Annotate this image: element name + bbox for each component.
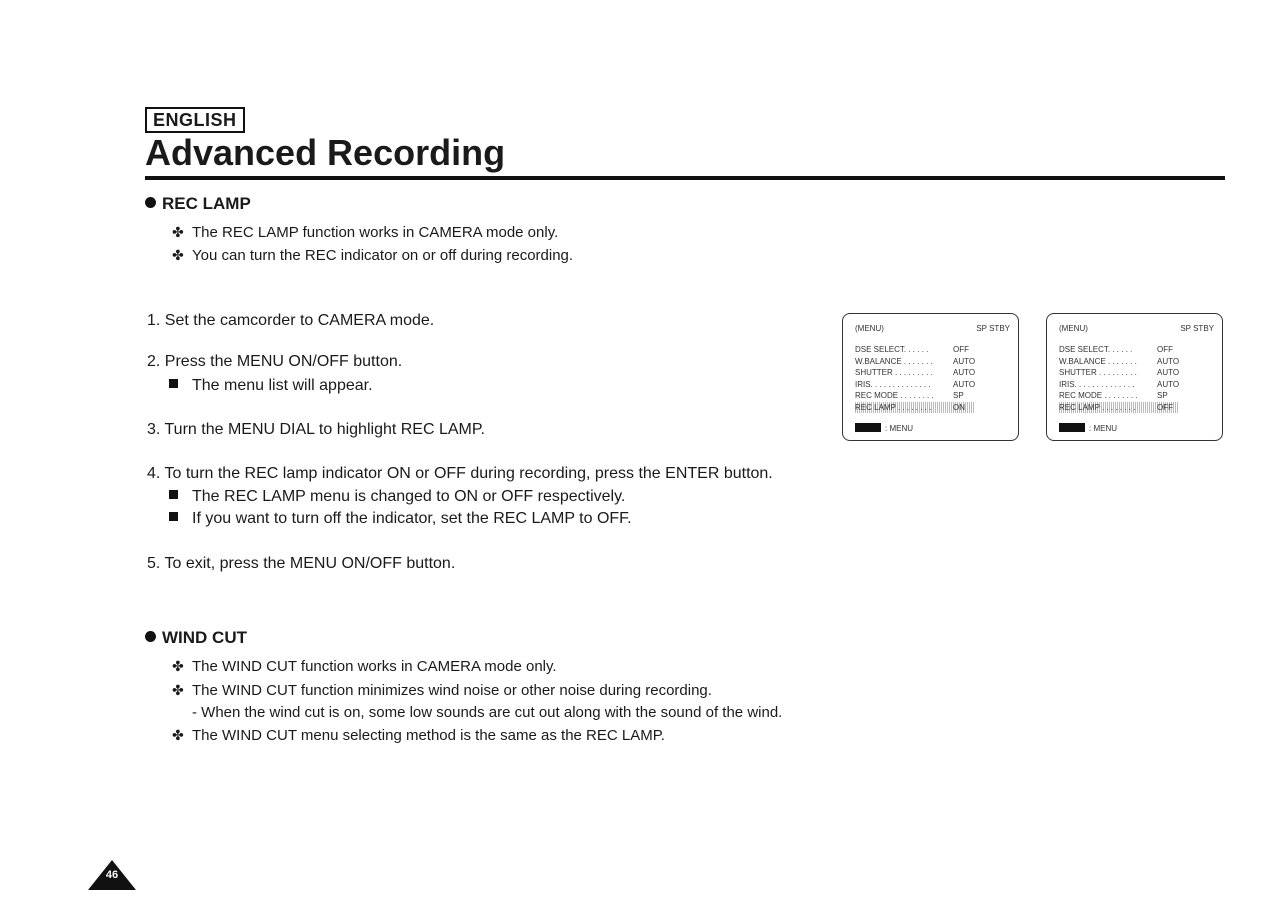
wind-cut-note: ✤ The WIND CUT function minimizes wind noise or other noise during recording.	[172, 682, 712, 699]
menu-row: IRIS. . . . . . . . . . . . . . AUTO	[1059, 379, 1180, 389]
step-3: 3. Turn the MENU DIAL to highlight REC LAMP.	[147, 421, 485, 438]
wind-cut-subnote: - When the wind cut is on, some low sounds are cut out along with the sound of the wind.	[192, 704, 783, 721]
rec-lamp-note: ✤ The REC LAMP function works in CAMERA mode only.	[172, 224, 559, 241]
menu-row: REC MODE . . . . . . . . SP	[855, 391, 964, 400]
menu-screen-off	[1046, 313, 1223, 441]
menu-dial-icon	[855, 423, 881, 432]
step-4-sub: The REC LAMP menu is changed to ON or OFF respectively.	[169, 486, 625, 508]
clover-bullet-icon: ✤	[172, 247, 184, 263]
step-4: 4. To turn the REC lamp indicator ON or OFF during recording, press the ENTER button.	[147, 465, 773, 482]
step-5: 5. To exit, press the MENU ON/OFF button.	[147, 555, 456, 572]
status-label: SP STBY	[976, 324, 1010, 333]
square-bullet-icon	[169, 512, 178, 521]
menu-row: SHUTTER . . . . . . . . . AUTO	[855, 368, 976, 377]
square-bullet-icon	[169, 490, 178, 499]
wind-cut-note: ✤ The WIND CUT menu selecting method is the same as the REC LAMP.	[172, 727, 665, 744]
bullet-dot-icon	[145, 631, 156, 642]
step-2-sub: The menu list will appear.	[169, 375, 373, 397]
wind-cut-heading: WIND CUT	[145, 627, 247, 649]
clover-bullet-icon: ✤	[172, 727, 184, 743]
rec-lamp-note: ✤ You can turn the REC indicator on or off during recording.	[172, 247, 574, 264]
clover-bullet-icon: ✤	[172, 224, 184, 240]
menu-label: (MENU)	[1059, 324, 1088, 333]
menu-row-highlighted: REC LAMP . . . . . . . . ON	[855, 402, 975, 414]
bullet-dot-icon	[145, 197, 156, 208]
square-bullet-icon	[169, 379, 178, 388]
menu-footer: : MENU	[855, 423, 913, 434]
page-number: 46	[105, 869, 119, 881]
language-label: ENGLISH	[145, 107, 245, 133]
menu-row: IRIS. . . . . . . . . . . . . . AUTO	[855, 379, 976, 389]
menu-row: W.BALANCE . . . . . . . AUTO	[1059, 356, 1180, 366]
clover-bullet-icon: ✤	[172, 682, 184, 698]
step-2: 2. Press the MENU ON/OFF button.	[147, 353, 403, 370]
step-4-sub: If you want to turn off the indicator, set the REC LAMP to OFF.	[169, 508, 632, 530]
menu-row: DSE SELECT. . . . . . OFF	[1059, 345, 1173, 354]
status-label: SP STBY	[1180, 324, 1214, 333]
page-title: Advanced Recording	[145, 132, 506, 173]
wind-cut-note: ✤ The WIND CUT function works in CAMERA mode only.	[172, 658, 557, 675]
title-rule	[145, 176, 1225, 180]
menu-footer: : MENU	[1059, 423, 1117, 434]
menu-dial-icon	[1059, 423, 1085, 432]
menu-row-highlighted: REC LAMP . . . . . . . . OFF	[1059, 402, 1179, 414]
menu-row: REC MODE . . . . . . . . SP	[1059, 391, 1168, 400]
menu-label: (MENU)	[855, 324, 884, 333]
menu-row: W.BALANCE . . . . . . . AUTO	[855, 356, 976, 366]
rec-lamp-heading: REC LAMP	[145, 193, 251, 215]
clover-bullet-icon: ✤	[172, 658, 184, 674]
menu-screen-on	[842, 313, 1019, 441]
menu-row: DSE SELECT. . . . . . OFF	[855, 345, 969, 354]
menu-row: SHUTTER . . . . . . . . . AUTO	[1059, 368, 1180, 377]
step-1: 1. Set the camcorder to CAMERA mode.	[147, 312, 435, 329]
